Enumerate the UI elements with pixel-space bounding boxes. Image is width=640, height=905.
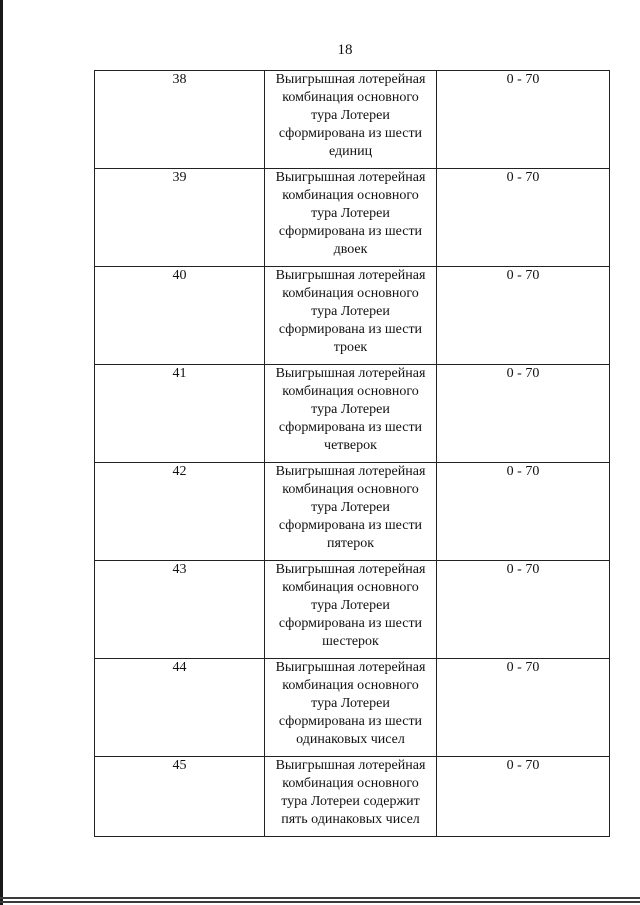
description-line: тура Лотереи	[311, 598, 390, 613]
description-line: Выигрышная лотерейная	[275, 758, 426, 773]
scan-bottom-edge	[0, 897, 640, 899]
table-row	[95, 757, 610, 837]
table-row	[95, 365, 610, 463]
scan-bottom-edge-secondary	[0, 901, 640, 903]
description-line: одинаковых чисел	[296, 732, 405, 747]
description-line: сформирована из шести	[278, 420, 423, 435]
description-cell	[265, 659, 437, 757]
description-line: тура Лотереи	[311, 108, 390, 123]
description-line: троек	[333, 340, 368, 355]
table-row	[95, 463, 610, 561]
description-cell	[265, 71, 437, 169]
range-cell: 0 - 70	[437, 757, 610, 837]
range-cell: 0 - 70	[437, 71, 610, 169]
description-line: комбинация основного	[282, 384, 419, 399]
description-line: шестерок	[322, 634, 379, 649]
row-number-cell: 44	[95, 659, 265, 757]
description-cell	[265, 463, 437, 561]
row-number-cell: 39	[95, 169, 265, 267]
description-line: тура Лотереи	[311, 696, 390, 711]
description-line: комбинация основного	[282, 580, 419, 595]
description-line: сформирована из шести	[278, 224, 423, 239]
prize-table-body	[95, 71, 610, 837]
table-row	[95, 169, 610, 267]
description-cell	[265, 169, 437, 267]
description-line: единиц	[328, 144, 373, 159]
range-cell: 0 - 70	[437, 561, 610, 659]
range-cell: 0 - 70	[437, 659, 610, 757]
description-line: двоек	[333, 242, 368, 257]
row-number-cell: 45	[95, 757, 265, 837]
description-line: комбинация основного	[282, 776, 419, 791]
description-line: сформирована из шести	[278, 126, 423, 141]
description-line: Выигрышная лотерейная	[275, 170, 426, 185]
description-line: тура Лотереи содержит	[281, 794, 420, 809]
row-number-cell: 42	[95, 463, 265, 561]
description-line: тура Лотереи	[311, 402, 390, 417]
row-number-cell: 40	[95, 267, 265, 365]
description-line: сформирована из шести	[278, 714, 423, 729]
table-row	[95, 267, 610, 365]
description-line: сформирована из шести	[278, 518, 423, 533]
description-line: комбинация основного	[282, 482, 419, 497]
description-line: Выигрышная лотерейная	[275, 464, 426, 479]
scan-left-edge	[0, 0, 3, 905]
row-number-cell: 41	[95, 365, 265, 463]
description-line: Выигрышная лотерейная	[275, 660, 426, 675]
description-line: Выигрышная лотерейная	[275, 366, 426, 381]
description-line: комбинация основного	[282, 90, 419, 105]
description-line: пять одинаковых чисел	[281, 812, 420, 827]
description-cell	[265, 561, 437, 659]
table-row	[95, 71, 610, 169]
range-cell: 0 - 70	[437, 267, 610, 365]
description-line: тура Лотереи	[311, 500, 390, 515]
row-number-cell: 43	[95, 561, 265, 659]
range-cell: 0 - 70	[437, 365, 610, 463]
description-cell	[265, 757, 437, 837]
description-line: четверок	[324, 438, 377, 453]
description-line: комбинация основного	[282, 678, 419, 693]
row-number-cell: 38	[95, 71, 265, 169]
description-line: комбинация основного	[282, 188, 419, 203]
description-line: пятерок	[326, 536, 375, 551]
description-line: Выигрышная лотерейная	[275, 72, 426, 87]
range-cell: 0 - 70	[437, 169, 610, 267]
description-cell	[265, 365, 437, 463]
table-row	[95, 659, 610, 757]
description-line: сформирована из шести	[278, 322, 423, 337]
description-line: тура Лотереи	[311, 304, 390, 319]
range-cell: 0 - 70	[437, 463, 610, 561]
prize-table	[94, 70, 610, 837]
description-cell	[265, 267, 437, 365]
table-row	[95, 561, 610, 659]
description-line: комбинация основного	[282, 286, 419, 301]
description-line: сформирована из шести	[278, 616, 423, 631]
description-line: Выигрышная лотерейная	[275, 268, 426, 283]
page-number: 18	[337, 42, 353, 58]
description-line: тура Лотереи	[311, 206, 390, 221]
description-line: Выигрышная лотерейная	[275, 562, 426, 577]
